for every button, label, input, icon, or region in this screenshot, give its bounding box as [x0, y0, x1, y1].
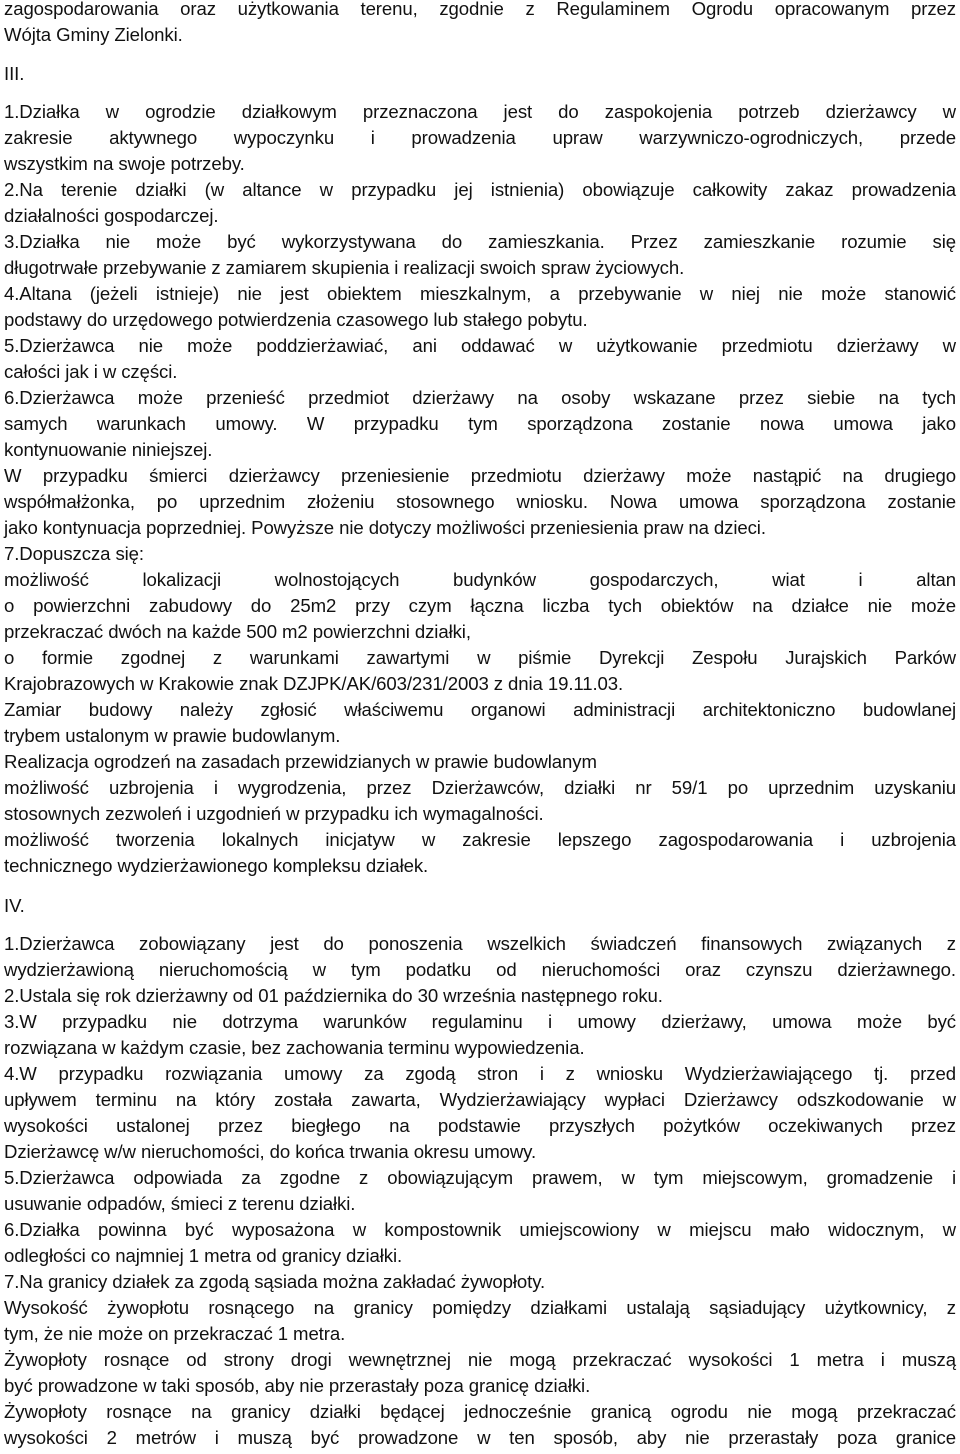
text-line: 1.Dzierżawca zobowiązany jest do ponoszenia wszelkich świadczeń finansowych związanych z: [4, 933, 956, 954]
text-line: wysokości ustalonej przez biegłego na podstawie przyszłych pożytków oczekiwanych przez: [4, 1115, 956, 1136]
text-line: samych warunkach umowy. W przypadku tym sporządzona zostanie nowa umowa jako: [4, 413, 956, 434]
text-line: długotrwałe przebywanie z zamiarem skupienia i realizacji swoich spraw życiowych.: [4, 257, 685, 278]
text-line: technicznego wydzierżawionego kompleksu działek.: [4, 855, 429, 876]
text-line: możliwość tworzenia lokalnych inicjatyw w zakresie lepszego zagospodarowania i uzbrojenia: [4, 829, 956, 850]
text-line: Żywopłoty rosnące na granicy działki będącej jednocześnie granicą ogrodu nie mogą przekraczać: [4, 1401, 956, 1422]
text-line: wydzierżawioną nieruchomością w tym podatku od nieruchomości oraz czynszu dzierżawnego.: [4, 959, 956, 980]
text-line: odległości co najmniej 1 metra od granicy działki.: [4, 1245, 403, 1266]
text-line: 4.W przypadku rozwiązania umowy za zgodą stron i z wniosku Wydzierżawiającego tj. przed: [4, 1063, 956, 1084]
text-line: rozwiązana w każdym czasie, bez zachowania terminu wypowiedzenia.: [4, 1037, 585, 1058]
text-line: 1.Działka w ogrodzie działkowym przeznaczona jest do zaspokojenia potrzeb dzierżawcy w: [4, 101, 956, 122]
text-line: być prowadzone w taki sposób, aby nie przerastały poza granicę działki.: [4, 1375, 591, 1396]
text-line: 5.Dzierżawca odpowiada za zgodne z obowiązującym prawem, w tym miejscowym, gromadzenie i: [4, 1167, 956, 1188]
text-line: zakresie aktywnego wypoczynku i prowadzenia upraw warzywniczo-ogrodniczych, przede: [4, 127, 956, 148]
text-line: W przypadku śmierci dzierżawcy przeniesienie przedmiotu dzierżawy może nastąpić na drugiego: [4, 465, 956, 486]
text-line: 7.Dopuszcza się:: [4, 543, 144, 564]
text-line: 3.W przypadku nie dotrzyma warunków regulaminu i umowy dzierżawy, umowa może być: [4, 1011, 956, 1032]
text-line: możliwość uzbrojenia i wygrodzenia, przez Dzierżawców, działki nr 59/1 po uprzednim uzyskaniu: [4, 777, 956, 798]
text-line: o formie zgodnej z warunkami zawartymi w piśmie Dyrekcji Zespołu Jurajskich Parków: [4, 647, 956, 668]
text-line: Zamiar budowy należy zgłosić właściwemu organowi administracji architektoniczno budowlanej: [4, 699, 956, 720]
text-line: jako kontynuacja poprzedniej. Powyższe nie dotyczy możliwości przeniesienia praw na dzieci.: [4, 517, 766, 538]
text-line: Dzierżawcę w/w nieruchomości, do końca trwania okresu umowy.: [4, 1141, 537, 1162]
text-line: III.: [4, 63, 25, 84]
text-line: trybem ustalonym w prawie budowlanym.: [4, 725, 341, 746]
text-line: wszystkim na swoje potrzeby.: [4, 153, 245, 174]
text-line: 3.Działka nie może być wykorzystywana do zamieszkania. Przez zamieszkanie rozumie się: [4, 231, 956, 252]
text-line: Wysokość żywopłotu rosnącego na granicy pomiędzy działkami ustalają sąsiadujący użytkownicy, z: [4, 1297, 956, 1318]
text-line: kontynuowanie niniejszej.: [4, 439, 213, 460]
text-line: działalności gospodarczej.: [4, 205, 219, 226]
text-line: współmałżonka, po uprzednim złożeniu stosownego wniosku. Nowa umowa sporządzona zostanie: [4, 491, 956, 512]
text-line: stosownych zezwoleń i uzgodnień w przypadku ich wymagalności.: [4, 803, 544, 824]
text-line: Krajobrazowych w Krakowie znak DZJPK/AK/603/231/2003 z dnia 19.11.03.: [4, 673, 624, 694]
text-line: możliwość lokalizacji wolnostojących budynków gospodarczych, wiat i altan: [4, 569, 956, 590]
text-line: o powierzchni zabudowy do 25m2 przy czym łączna liczba tych obiektów na działce nie może: [4, 595, 956, 616]
text-line: IV.: [4, 895, 25, 916]
text-line: Realizacja ogrodzeń na zasadach przewidzianych w prawie budowlanym: [4, 751, 597, 772]
text-line: całości jak i w części.: [4, 361, 178, 382]
text-line: 2.Na terenie działki (w altance w przypadku jej istnienia) obowiązuje całkowity zakaz prowadzenia: [4, 179, 956, 200]
text-line: wysokości 2 metrów i muszą być prowadzone w ten sposób, aby nie przerastały poza granice: [4, 1427, 956, 1448]
text-line: podstawy do urzędowego potwierdzenia czasowego lub stałego pobytu.: [4, 309, 588, 330]
text-line: 5.Dzierżawca nie może poddzierżawiać, ani oddawać w użytkowanie przedmiotu dzierżawy w: [4, 335, 956, 356]
text-line: usuwanie odpadów, śmieci z terenu działki.: [4, 1193, 356, 1214]
text-line: 6.Działka powinna być wyposażona w kompostownik umiejscowiony w miejscu mało widocznym, w: [4, 1219, 956, 1240]
text-line: 2.Ustala się rok dzierżawny od 01 października do 30 września następnego roku.: [4, 985, 663, 1006]
text-line: 4.Altana (jeżeli istnieje) nie jest obiektem mieszkalnym, a przebywanie w niej nie może stanowić: [4, 283, 956, 304]
text-line: Wójta Gminy Zielonki.: [4, 24, 183, 45]
text-line: zagospodarowania oraz użytkowania terenu, zgodnie z Regulaminem Ogrodu opracowanym przez: [4, 0, 956, 19]
text-line: 6.Dzierżawca może przenieść przedmiot dzierżawy na osoby wskazane przez siebie na tych: [4, 387, 956, 408]
text-line: 7.Na granicy działek za zgodą sąsiada można zakładać żywopłoty.: [4, 1271, 546, 1292]
text-line: Żywopłoty rosnące od strony drogi wewnętrznej nie mogą przekraczać wysokości 1 metra i muszą: [4, 1349, 956, 1370]
text-line: przekraczać dwóch na każde 500 m2 powierzchni działki,: [4, 621, 471, 642]
text-line: upływem terminu na który została zawarta, Wydzierżawiający wypłaci Dzierżawcy odszkodowanie w: [4, 1089, 956, 1110]
text-line: tym, że nie może on przekraczać 1 metra.: [4, 1323, 346, 1344]
